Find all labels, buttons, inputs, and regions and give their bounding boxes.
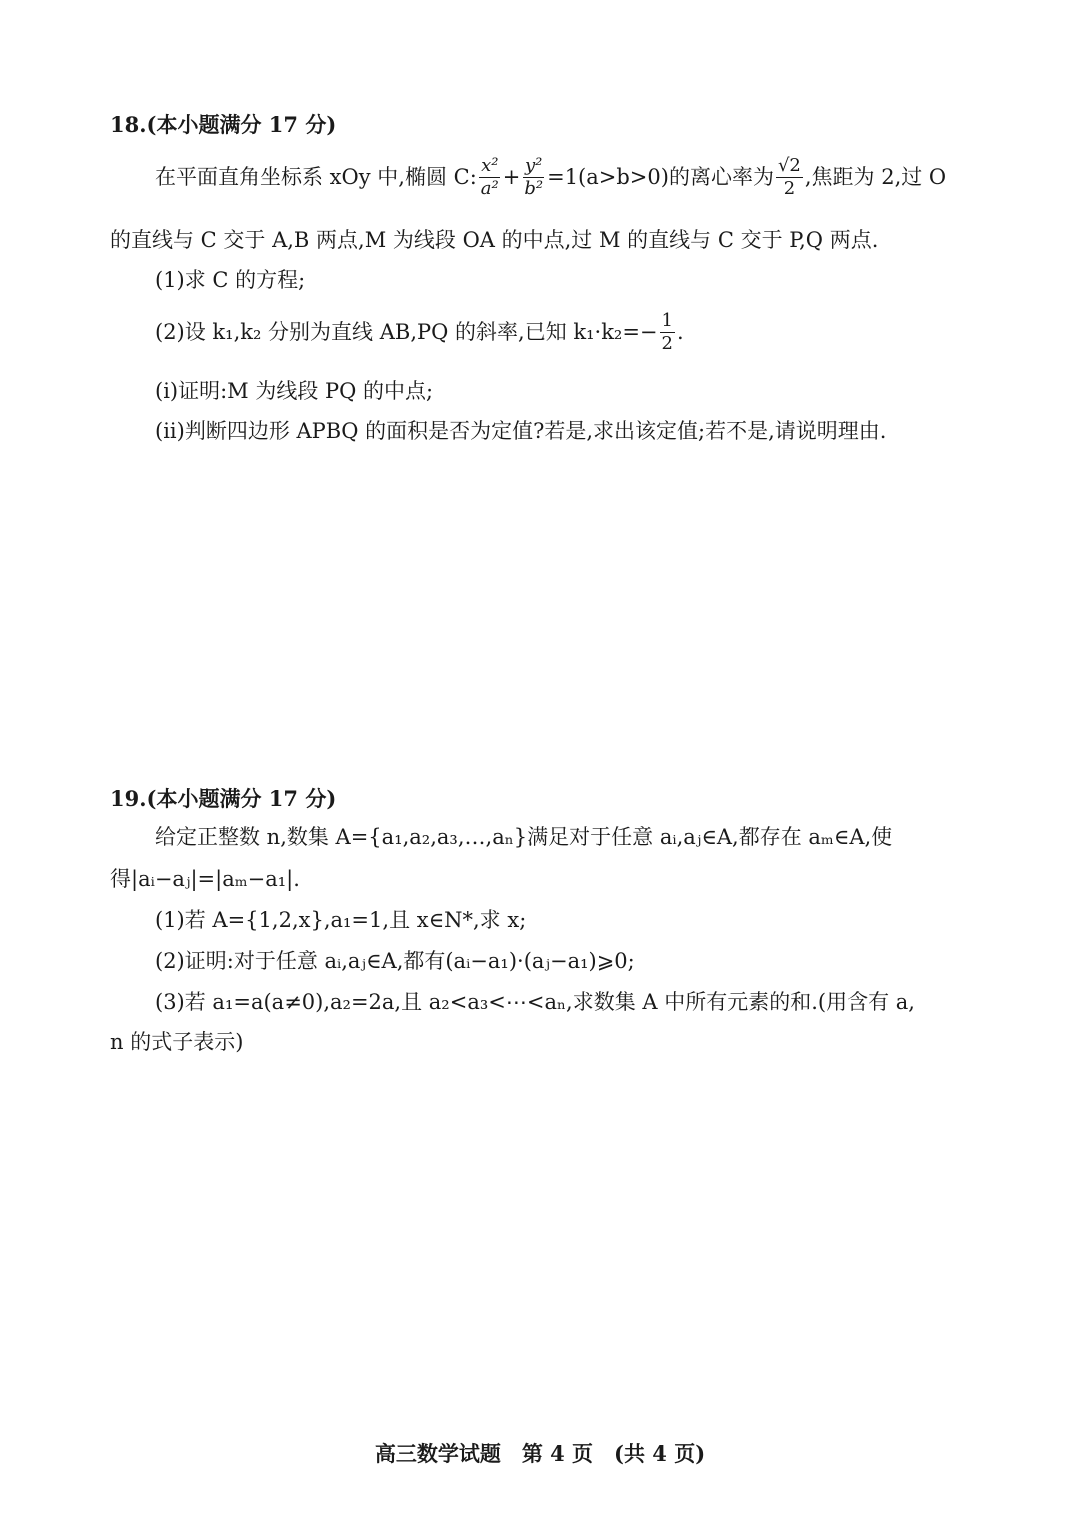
q19-part1: (1)若 A={1,2,x},a₁=1,且 x∈N*,求 x; <box>155 908 527 932</box>
q19-part3-line2: n 的式子表示) <box>110 1030 244 1054</box>
q19-stem-line1: 给定正整数 n,数集 A={a₁,a₂,a₃,…,aₙ}满足对于任意 aᵢ,aⱼ∈A,都存在 aₘ∈A,使 <box>155 825 893 849</box>
q18-part2-a: (2)设 k₁,k₂ 分别为直线 AB,PQ 的斜率,已知 k₁·k₂=− <box>155 320 658 344</box>
q18-part2-b: . <box>677 320 684 344</box>
slope-product-numerator: 1 <box>661 310 673 331</box>
q18-stem-c: ,焦距为 2,过 O <box>804 165 947 189</box>
q18-part-ii: (ii)判断四边形 APBQ 的面积是否为定值?若是,求出该定值;若不是,请说明理由. <box>155 419 887 443</box>
q18-part2 <box>155 312 684 353</box>
q19-part3-line1: (3)若 a₁=a(a≠0),a₂=2a,且 a₂<a₃<⋯<aₙ,求数集 A 中所有元素的和.(用含有 a, <box>155 990 915 1014</box>
ellipse-y-denominator: b² <box>524 178 544 199</box>
page-footer: 高三数学试题 第 4 页 (共 4 页) <box>374 1441 706 1466</box>
q19-stem-line2: 得|aᵢ−aⱼ|=|aₘ−a₁|. <box>110 867 300 891</box>
q18-stem-line2: 的直线与 C 交于 A,B 两点,M 为线段 OA 的中点,过 M 的直线与 C 交于 P,Q 两点. <box>110 228 879 252</box>
plus-sign: + <box>502 165 521 189</box>
slope-product-denominator: 2 <box>661 333 673 354</box>
slope-product-fraction <box>660 312 675 353</box>
q18-part-i: (i)证明:M 为线段 PQ 的中点; <box>155 379 434 403</box>
ellipse-y-fraction <box>522 157 545 198</box>
ellipse-x-fraction <box>479 157 501 198</box>
q18-stem-a: 在平面直角坐标系 xOy 中,椭圆 C: <box>155 165 477 189</box>
q19-header: 19.(本小题满分 17 分) <box>110 786 337 811</box>
ellipse-y-numerator: y² <box>525 155 543 176</box>
ellipse-x-numerator: x² <box>481 155 499 176</box>
q18-part1: (1)求 C 的方程; <box>155 268 306 292</box>
q18-header: 18.(本小题满分 17 分) <box>110 112 337 137</box>
q18-stem-line1 <box>155 157 946 198</box>
q18-stem-b: =1(a>b>0)的离心率为 <box>547 165 774 189</box>
eccentricity-denominator: 2 <box>783 178 796 199</box>
q19-part2: (2)证明:对于任意 aᵢ,aⱼ∈A,都有(aᵢ−a₁)·(aⱼ−a₁)⩾0; <box>155 949 635 973</box>
ellipse-x-denominator: a² <box>480 178 499 199</box>
eccentricity-numerator: √2 <box>777 155 801 176</box>
eccentricity-fraction <box>776 157 803 198</box>
